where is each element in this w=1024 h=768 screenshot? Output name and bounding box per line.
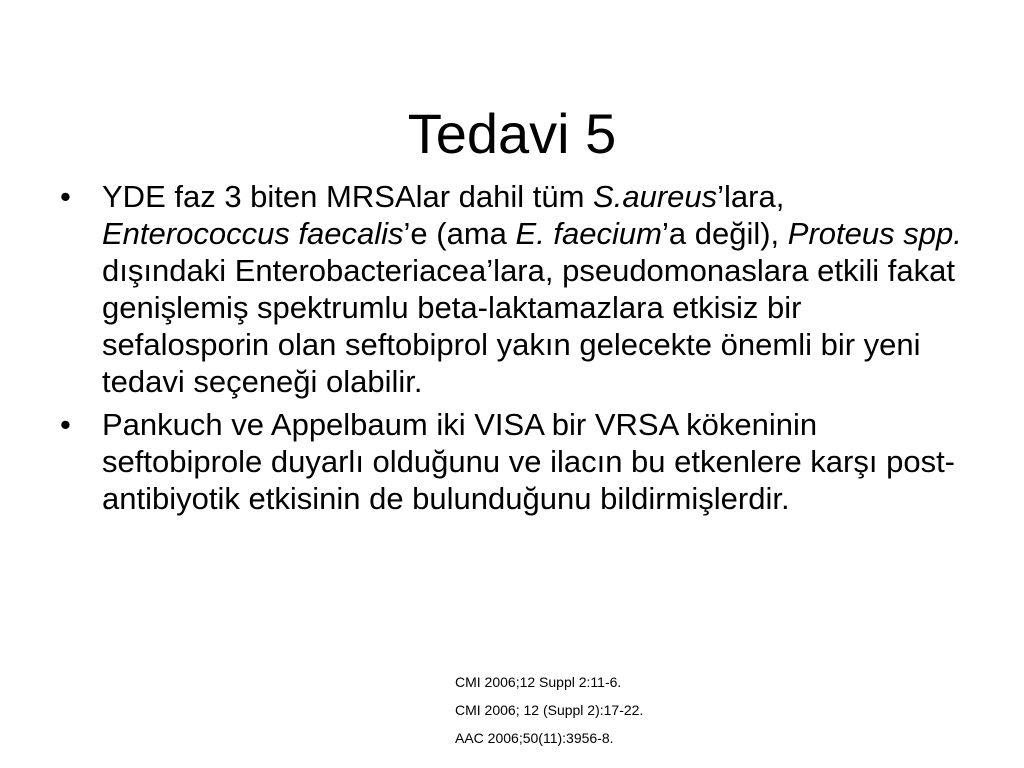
- bullet-text-segment: YDE faz 3 biten MRSAlar dahil tüm: [102, 179, 594, 214]
- bullet-item: [56, 406, 966, 517]
- reference-item: CMI 2006; 12 (Suppl 2):17-22.: [455, 702, 644, 718]
- bullet-text: [102, 406, 966, 517]
- bullet-text-segment: dışındaki Enterobacteriacea’lara, pseudomonaslara etkili fakat genişlemiş spektrumlu beta-laktamazlara etkisiz bir sefalosporin olan seftobiprol yakın gelecekte önemli bir yeni tedavi seçeneği olabilir.: [102, 253, 955, 399]
- reference-item: AAC 2006;50(11):3956-8.: [455, 730, 614, 746]
- slide-title: Tedavi 5: [407, 101, 617, 165]
- bullet-text-segment: ’a değil),: [661, 216, 788, 251]
- bullet-icon: •: [60, 179, 71, 214]
- bullet-icon: •: [60, 407, 71, 442]
- bullet-text-italic-segment: Proteus spp.: [787, 216, 962, 251]
- bullet-text-italic-segment: E. faecium: [515, 216, 662, 251]
- references: [455, 673, 855, 757]
- bullet-text-segment: ’lara,: [717, 179, 785, 214]
- bullet-text: [102, 178, 966, 400]
- bullet-text-segment: ’e (ama: [403, 216, 516, 251]
- bullet-item: [56, 178, 966, 400]
- bullet-text-italic-segment: S.aureus: [593, 179, 718, 214]
- bullet-list: [56, 178, 966, 523]
- bullet-text-segment: Pankuch ve Appelbaum iki VISA bir VRSA kökeninin seftobiprole duyarlı olduğunu ve ilacın bu etkenlere karşı post-antibiyotik etkisinin de bulunduğunu bildirmişlerdir.: [102, 407, 955, 516]
- reference-item: CMI 2006;12 Suppl 2:11-6.: [455, 674, 622, 690]
- bullet-text-italic-segment: Enterococcus faecalis: [102, 216, 404, 251]
